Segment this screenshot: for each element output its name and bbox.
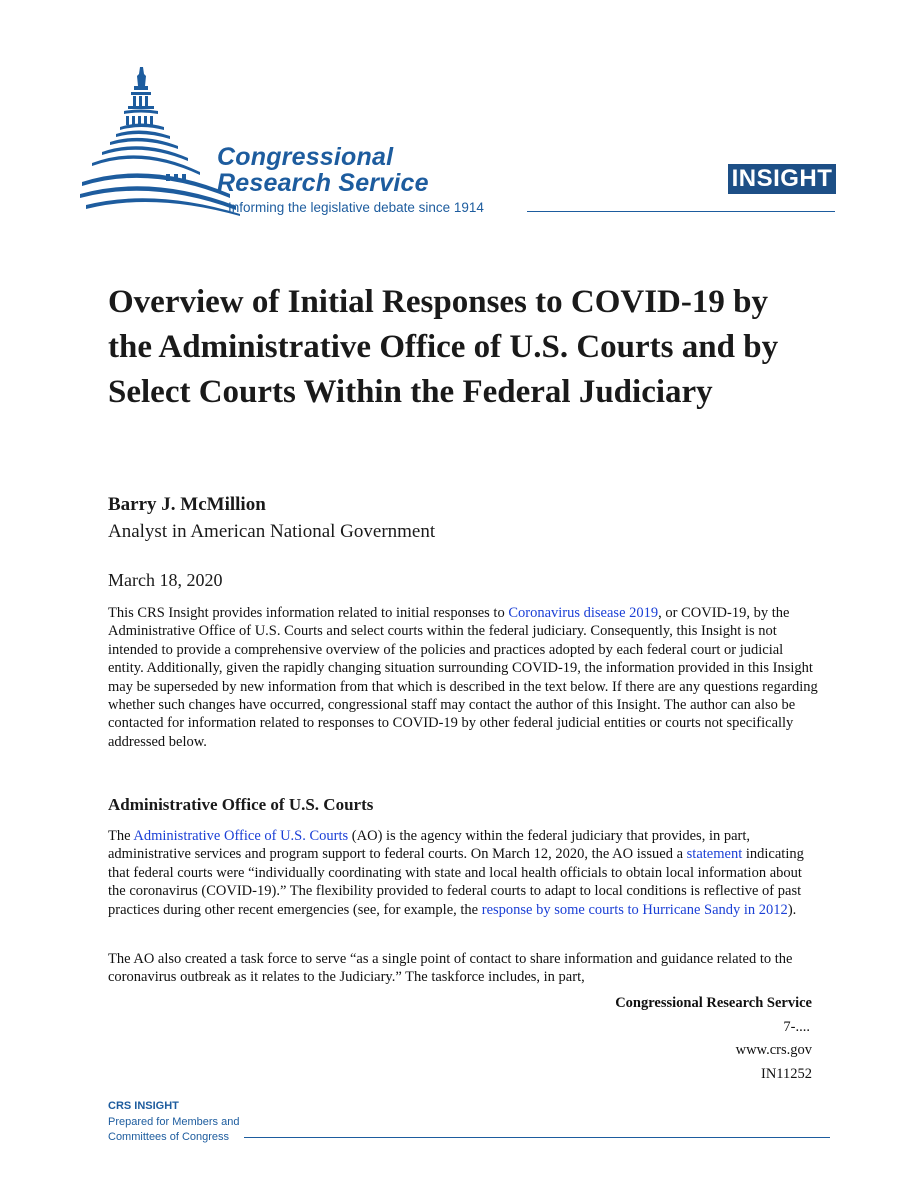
crs-insight-line1: Prepared for Members and: [108, 1115, 240, 1128]
crs-insight-title: CRS INSIGHT: [108, 1100, 179, 1112]
footer-org: Congressional Research Service: [615, 995, 812, 1011]
report-number: IN11252: [760, 1065, 812, 1082]
section-text-2: (AO) is the agency within the federal judiciary that provides, in part, administrative services and program support to federal courts. On March 12, 2020, the AO issued a: [108, 828, 751, 863]
section-paragraph-2: The AO also created a task force to serve “as a single point of contact to share information and guidance related to the coronavirus outbreak as it relates to the Judiciary.” The taskforce includes, in part,: [108, 951, 793, 986]
crs-insight-label: [108, 1099, 239, 1146]
org-name: [217, 144, 429, 196]
author-name: Barry J. McMillion: [108, 494, 266, 515]
crs-logo: [80, 64, 240, 216]
section-paragraph-1: [108, 827, 820, 919]
insight-badge: INSIGHT: [728, 164, 836, 194]
section-heading: Administrative Office of U.S. Courts: [108, 795, 374, 814]
intro-text-2: , or COVID-19, by the Administrative Office of U.S. Courts and select courts within the federal judiciary. Consequently, this Insight is not intended to provide a comprehensive overview of the policies and practices adopted by each federal court or judicial entity. Additionally, given the rapidly changing situation surrounding COVID-19, the information provided in this Insight may be superseded by new information from that which is described in the text below. If there are any questions regarding whether such changes have occurred, congressional staff may contact the author of this Insight. The author can also be contacted for information related to responses to COVID-19 by other federal judicial entities or courts not specifically addressed below.: [108, 605, 818, 750]
publication-date: March 18, 2020: [108, 570, 223, 590]
crs-insight-line2: Committees of Congress: [108, 1131, 230, 1143]
hurricane-sandy-link[interactable]: response by some courts to Hurricane Sandy in 2012: [481, 901, 788, 918]
author-role: Analyst in American National Government: [108, 521, 436, 542]
org-name-line1: Congressional: [217, 143, 394, 171]
statement-link[interactable]: statement: [686, 846, 743, 863]
org-tagline: Informing the legislative debate since 1914: [228, 200, 484, 215]
section-text-3: indicating that federal courts were “individually coordinating with state and local health officials to obtain local information about the coronavirus (COVID-19).” The flexibility provided to federal courts to adapt to local conditions is reflective of past practices during other recent emergencies (see, for example, the: [108, 846, 804, 918]
section-text-1: The: [108, 828, 134, 844]
section-text-4: ).: [787, 901, 797, 918]
header-rule: [527, 211, 835, 212]
coronavirus-link[interactable]: Coronavirus disease 2019: [508, 605, 659, 621]
footer-block: [615, 992, 812, 1086]
document-title: Overview of Initial Responses to COVID-19 by the Administrative Office of U.S. Courts and by Select Courts Within the Federal Judiciary: [108, 284, 779, 410]
footer-url: www.crs.gov: [735, 1042, 812, 1058]
footer-code: 7-....: [783, 1018, 810, 1035]
bottom-rule: [244, 1137, 830, 1138]
ao-link[interactable]: Administrative Office of U.S. Courts: [133, 828, 349, 844]
intro-text-1: This CRS Insight provides information related to initial responses to: [108, 605, 509, 621]
intro-paragraph: [108, 604, 820, 751]
capitol-dome-icon: [80, 64, 240, 216]
org-name-line2: Research Service: [217, 169, 429, 197]
